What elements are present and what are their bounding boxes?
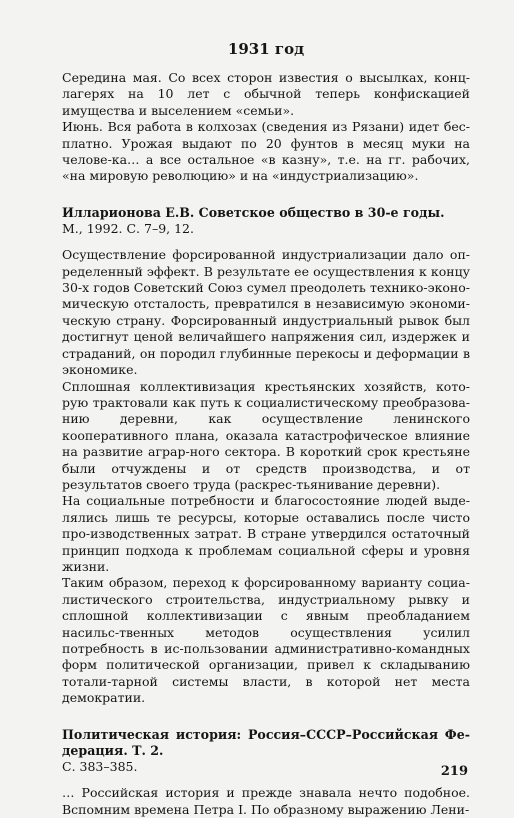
- paragraph: Осуществление форсированной индустриализации дало оп-ределенный эффект. В результате ее осуществления к концу 30-х годов Советский Союз сумел преодолеть технико-эконо-мическую отсталость, превратился в независимую экономи-ческую страну. Форсированный индустриальный рывок был достигнут ценой величайшего напряжения сил, издержек и страданий, он породил глубинные перекосы и деформации в экономике.: [62, 247, 470, 378]
- section-year-heading: 1931 год: [227, 40, 305, 58]
- reference-title: Илларионова Е.В. Советское общество в 30-е годы.: [62, 204, 445, 220]
- reference-source: С. 383–385.: [62, 759, 138, 775]
- paragraph: Июнь. Вся работа в колхозах (сведения из Рязани) идет бес-платно. Урожая выдают по 20 фунтов в месяц муки на челове-ка… а все остальное «в казну», т.е. на гг. рабочих, «на мировую революцию» и на «индустриализацию».: [62, 119, 470, 184]
- reference-title: Политическая история: Россия–СССР–Российская Фе-дерация. Т. 2.: [62, 726, 470, 759]
- reference-source: М., 1992. С. 7–9, 12.: [62, 221, 194, 237]
- paragraph: Середина мая. Со всех сторон известия о высылках, конц-лагерях на 10 лет с обычной теперь конфискацией имущества и выселением «семьи».: [62, 70, 470, 118]
- paragraph: Таким образом, переход к форсированному варианту социа-листического строительства, индустриальному рывку и сплошной коллективизации с явным преобладанием насильс-твенных методов осуществления усилил потребность в ис-пользовании административно-командных форм политической организации, привел к складыванию тотали-тарной системы власти, в которой нет места демократии.: [62, 575, 470, 706]
- paragraph: … Российская история и прежде знавала нечто подобное. Вспомним времена Петра I. По образному выражению Лени-: [62, 785, 470, 817]
- paragraph: На социальные потребности и благосостояние людей выде-лялись лишь те ресурсы, которые оставались после чисто про-изводственных затрат. В стране утвердился остаточный принцип подхода к проблемам социальной сферы и уровня жизни.: [62, 493, 470, 574]
- paragraph: Сплошная коллективизация крестьянских хозяйств, кото-рую трактовали как путь к социалистическому преобразова-нию деревни, как осуществление ленинского кооперативного плана, оказала катастрофическое влияние на развитие аграр-ного сектора. В короткий срок крестьяне были отчуждены и от средств производства, и от результатов своего труда (раскрес-тьянивание деревни).: [62, 378, 470, 492]
- page-number: 219: [440, 764, 468, 779]
